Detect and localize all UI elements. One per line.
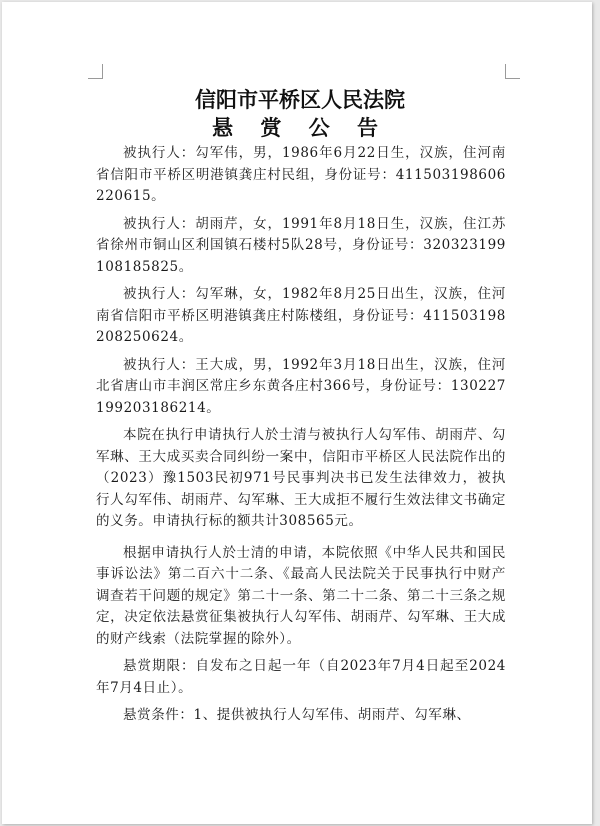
paragraph-respondent-3: 被执行人：勾军琳，女，1982年8月25日出生，汉族，住河南省信阳市平桥区明港镇龚庄村陈楼组，身份证号：411503198208250624。: [96, 286, 506, 345]
paragraph-legal-basis: 根据申请执行人於士清的申请，本院依照《中华人民共和国民事诉讼法》第二百六十二条、《最高人民法院关于民事执行中财产调查若干问题的规定》第二十一条、第二十二条、第二十三条之规定，决定依法悬赏征集被执行人勾军伟、胡雨芹、勾军琳、王大成的财产线索（法院掌握的除外）。: [96, 544, 506, 647]
paragraph-respondent-1: 被执行人：勾军伟，男，1986年6月22日生，汉族，住河南省信阳市平桥区明港镇龚庄村民组，身份证号：411503198606220615。: [96, 145, 506, 204]
paragraph-reward-period: 悬赏期限：自发布之日起一年（自2023年7月4日起至2024年7月4日止）。: [96, 658, 506, 696]
notice-title: 悬 赏 公 告: [212, 115, 388, 140]
paragraph-respondent-2: 被执行人：胡雨芹，女，1991年8月18日生，汉族，住江苏省徐州市铜山区利国镇石楼村5队28号，身份证号：320323199108185825。: [96, 215, 506, 275]
paragraph-reward-conditions: 悬赏条件：1、提供被执行人勾军伟、胡雨芹、勾军琳、: [123, 707, 471, 723]
notice-body: [96, 143, 506, 733]
crop-mark-top-right: [505, 64, 520, 79]
paragraph-respondent-4: 被执行人：王大成，男，1992年3月18日出生，汉族，住河北省唐山市丰润区常庄乡东黄各庄村366号，身份证号：130227199203186214。: [96, 356, 506, 416]
paragraph-case-summary: 本院在执行申请执行人於士清与被执行人勾军伟、胡雨芹、勾军琳、王大成买卖合同纠纷一案中，信阳市平桥区人民法院作出的（2023）豫1503民初971号民事判决书已发生法律效力，被执行人勾军伟、胡雨芹、勾军琳、王大成拒不履行生效法律文书确定的义务。申请执行标的额共计308565元。: [96, 427, 506, 529]
crop-mark-top-left: [88, 64, 103, 79]
court-title: 信阳市平桥区人民法院: [195, 87, 405, 112]
